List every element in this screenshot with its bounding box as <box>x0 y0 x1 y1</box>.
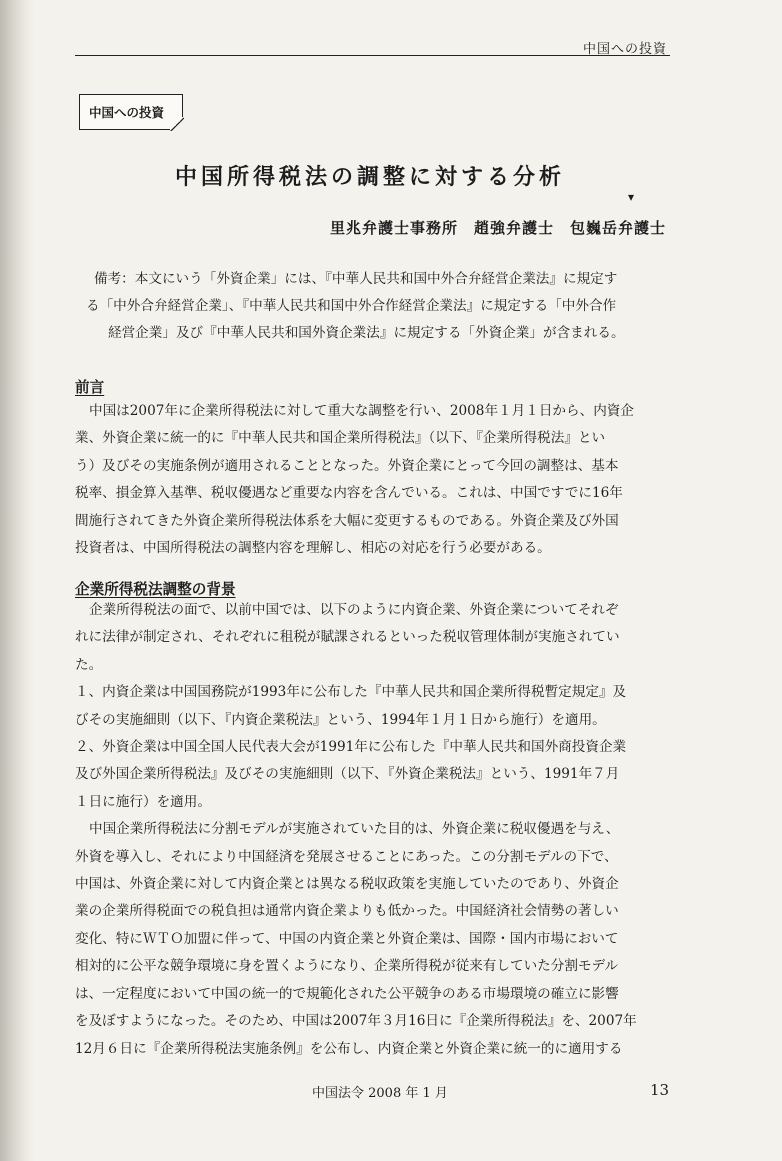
background-line: は、一定程度において中国の統一的で規範化された公平競争のある市場環境の確立に影響 <box>75 985 619 1002</box>
editor-note <box>80 266 670 347</box>
intro-line: 中国は2007年に企業所得税法に対して重大な調整を行い、2008年１月１日から、内資企 <box>89 403 634 419</box>
intro-paragraph <box>75 398 675 562</box>
intro-line: 業、外資企業に統一的に『中華人民共和国企業所得税法』（以下、『企業所得税法』とい <box>75 430 606 447</box>
footer-journal: 中国法令 2008 年 1 月 <box>312 1086 448 1101</box>
intro-line: 間施行されてきた外資企業所得税法体系を大幅に変更するものである。外資企業及び外国 <box>75 512 619 529</box>
article-title: 中国所得税法の調整に対する分析 <box>174 164 565 190</box>
background-line: を及ぼすようになった。そのため、中国は2007年３月16日に『企業所得税法』を、2007年 <box>75 1013 637 1030</box>
authors-line: 里兆弁護士事務所 趙強弁護士 包巍岳弁護士 <box>329 219 666 237</box>
background-line: １日に施行）を適用。 <box>75 793 211 810</box>
background-line: １、内資企業は中国国務院が1993年に公布した『中華人民共和国企業所得税暫定規定』及 <box>75 684 627 701</box>
section-tag <box>79 94 183 130</box>
background-line: 企業所得税法の面で、以前中国では、以下のように内資企業、外資企業についてそれぞ <box>89 602 619 618</box>
background-line: びその実施細則（以下、『内資企業税法』という、1994年１月１日から施行）を適用。 <box>75 711 606 728</box>
background-line: れに法律が制定され、それぞれに租税が賦課されるといった税収管理体制が実施されてい <box>75 629 620 646</box>
title-mark: ▾ <box>628 190 635 204</box>
background-paragraph <box>75 597 675 1063</box>
section-tag-label: 中国への投資 <box>89 105 165 120</box>
background-line: 中国は、外資企業に対して内資企業とは異なる税収政策を実施していたのであり、外資企 <box>75 876 619 893</box>
background-heading: 企業所得税法調整の背景 <box>75 581 236 598</box>
background-line: 変化、特にＷＴＯ加盟に伴って、中国の内資企業と外資企業は、国際・国内市場において <box>75 930 619 947</box>
intro-line: 税率、損金算入基準、税収優遇など重要な内容を含んでいる。これは、中国ですでに16年 <box>75 485 623 502</box>
background-line: 相対的に公平な競争環境に身を置くようになり、企業所得税が従来有していた分割モデル <box>75 958 619 975</box>
note-line-2: る「中外合弁経営企業」、『中華人民共和国中外合作経営企業法』に規定する「中外合作 <box>86 298 617 314</box>
running-head: 中国への投資 <box>582 42 667 57</box>
note-line-3: 経営企業」及び『中華人民共和国外資企業法』に規定する「外資企業」が含まれる。 <box>108 325 625 341</box>
background-line: 12月６日に『企業所得税法実施条例』を公布し、内資企業と外資企業に統一的に適用する <box>75 1040 623 1057</box>
intro-heading: 前言 <box>75 379 105 396</box>
background-line: 業の企業所得税面での税負担は通常内資企業よりも低かった。中国経済社会情勢の著しい <box>75 903 619 920</box>
intro-line: 投資者は、中国所得税法の調整内容を理解し、相応の対応を行う必要がある。 <box>75 540 551 557</box>
background-line: 及び外国企業所得税法』及びその実施細則（以下、『外資企業税法』という、1991年７月 <box>75 766 620 783</box>
header-rule <box>75 55 670 56</box>
background-line: 外資を導入し、それにより中国経済を発展させることにあった。この分割モデルの下で、 <box>75 848 618 865</box>
page-number: 13 <box>650 1081 670 1099</box>
intro-line: う）及びその実施条例が適用されることとなった。外資企業にとって今回の調整は、基本 <box>75 457 619 474</box>
note-line-1: 備考：本文にいう「外資企業」には、『中華人民共和国中外合弁経営企業法』に規定す <box>94 271 618 287</box>
background-line: ２、外資企業は中国全国人民代表大会が1991年に公布した『中華人民共和国外商投資企業 <box>75 739 627 756</box>
background-line: た。 <box>75 656 103 673</box>
background-line: 中国企業所得税法に分割モデルが実施されていた目的は、外資企業に税収優遇を与え、 <box>89 821 620 838</box>
